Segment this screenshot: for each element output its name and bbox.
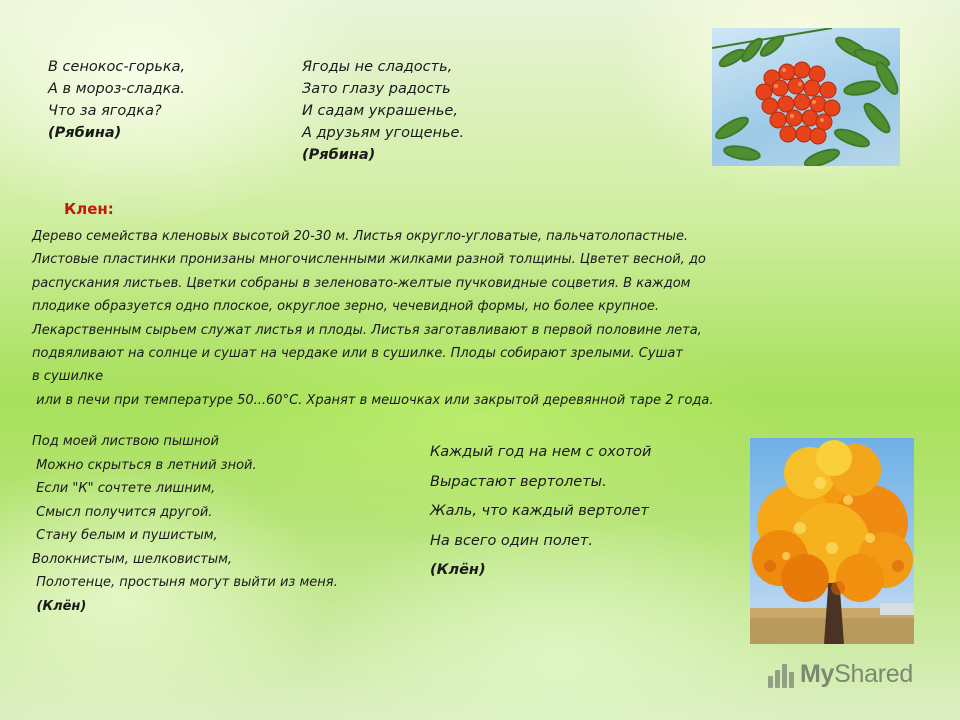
riddle-line: А друзьям угощенье. xyxy=(302,125,465,141)
description-line: плодике образуется одно плоское, округлое зерно, чечевидной формы, но более крупное. xyxy=(32,299,660,315)
riddle-line: В сенокос-горька, xyxy=(48,59,186,75)
riddle-line: Ягоды не сладость, xyxy=(302,59,453,75)
description-line: подвяливают на солнце и сушат на чердаке или в сушилке. Плоды собирают зрелыми. Сушат xyxy=(32,346,683,362)
riddle-line: Если "К" сочтете лишним, xyxy=(32,481,216,496)
description-line: Дерево семейства кленовых высотой 20-30 м. Листья округло-угловатые, пальчатолопастные. xyxy=(32,229,689,244)
myshared-watermark xyxy=(764,656,913,692)
riddle-line: Под моей листвою пышной xyxy=(32,434,219,449)
riddle-rowan-2 xyxy=(302,56,464,166)
riddle-line: И садам украшенье, xyxy=(302,103,458,119)
watermark-text xyxy=(800,660,913,689)
riddle-line: Зато глазу радость xyxy=(302,81,451,97)
riddle-line: А в мороз-сладка. xyxy=(48,81,185,97)
riddle-answer: (Клён) xyxy=(32,598,87,614)
riddle-maple-1 xyxy=(32,430,338,618)
maple-description xyxy=(32,225,812,412)
maple-heading: Клен: xyxy=(64,200,114,218)
riddle-maple-2 xyxy=(430,438,651,586)
riddle-line: Жаль, что каждый вертолет xyxy=(430,503,649,519)
riddle-answer: (Клён) xyxy=(430,562,486,578)
watermark-shared: Shared xyxy=(834,659,913,688)
maple-illustration xyxy=(750,438,914,644)
riddle-answer: (Рябина) xyxy=(302,147,376,163)
riddle-line: Полотенце, простыня могут выйти из меня. xyxy=(32,575,338,590)
riddle-line: Что за ягодка? xyxy=(48,103,162,119)
riddle-line: Стану белым и пушистым, xyxy=(32,528,218,543)
description-line: или в печи при температуре 50...60°С. Хранят в мешочках или закрытой деревянной таре 2 года. xyxy=(32,392,714,408)
riddle-rowan-1 xyxy=(48,56,185,144)
description-line: Листовые пластинки пронизаны многочисленными жилками разной толщины. Цветет весной, до xyxy=(32,252,706,268)
description-line: распускания листьев. Цветки собраны в зеленовато-желтые пучковидные соцветия. В каждом xyxy=(32,275,691,291)
autumn-maple-photo xyxy=(750,438,914,644)
rowan-illustration xyxy=(712,28,900,166)
riddle-line: Смысл получится другой. xyxy=(32,504,213,520)
riddle-line: Можно скрыться в летний зной. xyxy=(32,457,257,473)
description-line: в сушилке xyxy=(32,369,104,385)
riddle-line: Каждый год на нем с охотой xyxy=(430,444,652,460)
riddle-line: Вырастают вертолеты. xyxy=(430,473,607,490)
description-line: Лекарственным сырьем служат листья и плоды. Листья заготавливают в первой половине лета, xyxy=(32,322,702,338)
riddle-line: На всего один полет. xyxy=(430,532,593,549)
watermark-my: My xyxy=(800,659,835,688)
myshared-logo-icon xyxy=(764,656,800,692)
riddle-line: Волокнистым, шелковистым, xyxy=(32,551,233,567)
riddle-answer: (Рябина) xyxy=(48,125,122,141)
rowan-berries-photo xyxy=(712,28,900,166)
